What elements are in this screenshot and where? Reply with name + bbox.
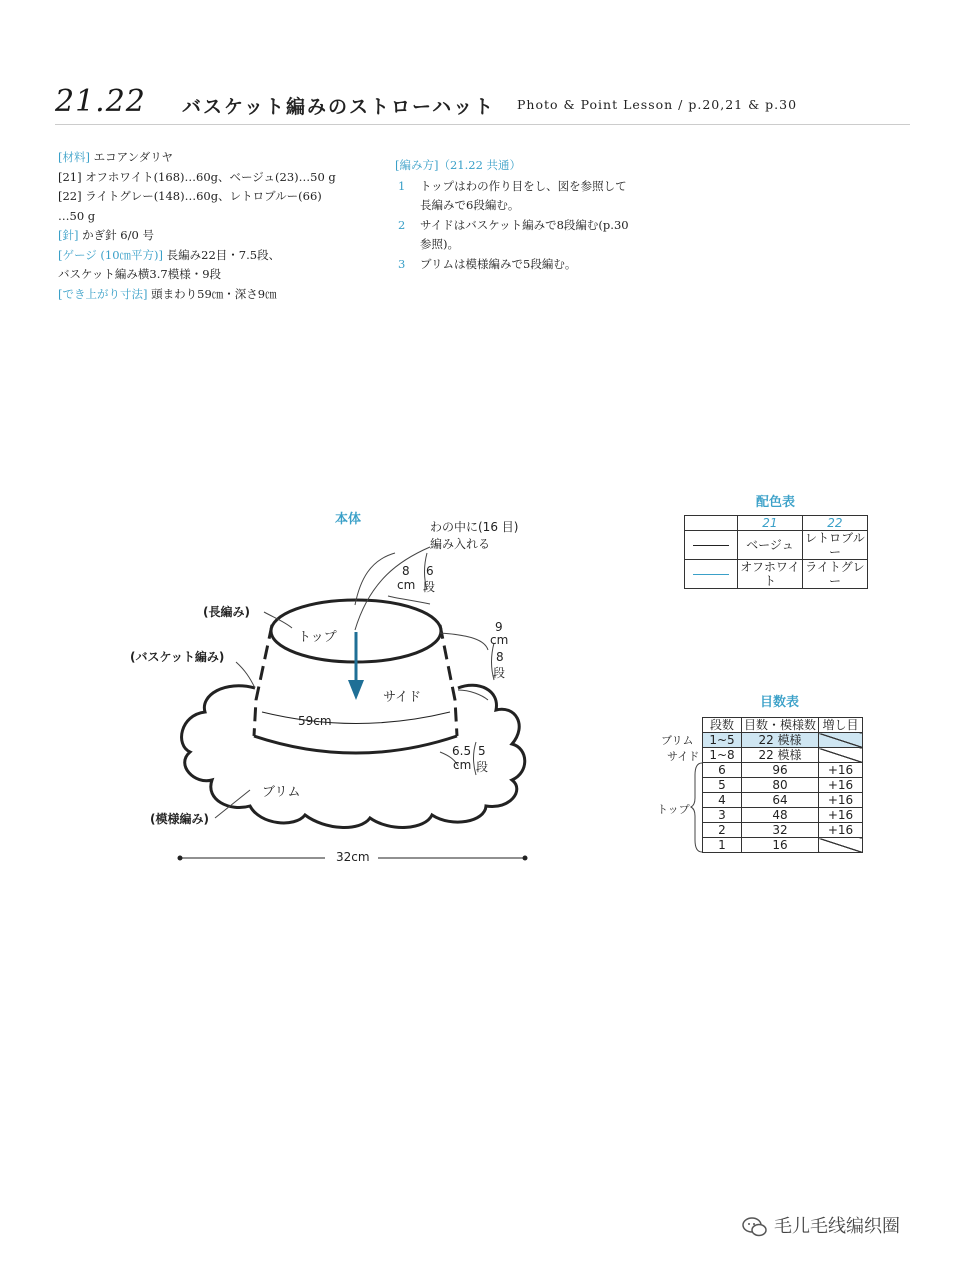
line-swatch-teal bbox=[685, 560, 738, 589]
top-cm-value: 8 bbox=[402, 564, 410, 578]
table-cell: ベージュ bbox=[738, 531, 803, 560]
table-cell: 6 bbox=[703, 763, 742, 778]
table-cell: 64 bbox=[742, 793, 819, 808]
table-cell bbox=[685, 516, 738, 531]
step-text: 長編みで6段編む。 bbox=[420, 198, 520, 212]
leader-line bbox=[236, 662, 255, 688]
diag-cell bbox=[819, 748, 863, 763]
side-cm-unit: cm bbox=[490, 633, 509, 647]
table-cell: 16 bbox=[742, 838, 819, 853]
table-header: 段数 bbox=[703, 718, 742, 733]
size-value: 頭まわり59㎝・深さ9㎝ bbox=[151, 286, 277, 301]
table-header: 22 bbox=[802, 516, 867, 531]
variant-21-value: オフホワイト(168)…60g、ベージュ(23)…50 g bbox=[85, 169, 336, 184]
method-label-sub: （21.22 共通） bbox=[438, 158, 522, 172]
table-header: 21 bbox=[738, 516, 803, 531]
table-row bbox=[703, 838, 863, 853]
leader-line bbox=[440, 633, 488, 650]
top-rows-unit: 段 bbox=[423, 580, 436, 594]
table-row bbox=[703, 793, 863, 808]
side-rows-unit: 段 bbox=[493, 666, 506, 680]
line-swatch-black bbox=[685, 531, 738, 560]
step-text: 参照)。 bbox=[420, 237, 459, 251]
table-row bbox=[685, 560, 868, 589]
step-text: トップはわの作り目をし、図を参照して bbox=[420, 178, 627, 193]
table-row bbox=[703, 808, 863, 823]
table-row bbox=[703, 763, 863, 778]
step-number: 2 bbox=[398, 217, 406, 232]
brim-rows-unit: 段 bbox=[476, 760, 489, 774]
group-brace bbox=[690, 760, 704, 856]
side-left-edge bbox=[254, 625, 272, 736]
step-text: ブリムは模様編みで5段編む。 bbox=[420, 256, 577, 271]
count-table-title: 目数表 bbox=[760, 695, 800, 710]
top-note-line1: わの中に(16 目) bbox=[430, 520, 519, 534]
label-brim: ブリム bbox=[262, 785, 301, 800]
label-side: サイド bbox=[383, 690, 422, 705]
table-cell: +16 bbox=[819, 763, 863, 778]
watermark bbox=[742, 1212, 900, 1238]
material-label: [材料] bbox=[58, 150, 90, 164]
watermark-text: 毛儿毛线编织圈 bbox=[774, 1216, 900, 1237]
step-number: 1 bbox=[398, 178, 406, 193]
table-cell: +16 bbox=[819, 793, 863, 808]
circumference-label: 59cm bbox=[298, 714, 332, 728]
table-row bbox=[685, 531, 868, 560]
dim-endpoint bbox=[178, 856, 183, 861]
variant-22-label: [22] bbox=[58, 189, 82, 203]
top-rows-value: 6 bbox=[426, 564, 434, 578]
step-text: サイドはバスケット編みで8段編む(p.30 bbox=[420, 217, 629, 232]
table-cell: 22 模様 bbox=[742, 733, 819, 748]
table-row bbox=[685, 516, 868, 531]
variant-22-value: ライトグレー(148)…60g、レトロブルー(66) bbox=[85, 189, 322, 203]
side-rows-value: 8 bbox=[496, 650, 504, 664]
gauge-label: [ゲージ (10㎝平方)] bbox=[58, 247, 164, 262]
method-label: [編み方] bbox=[395, 158, 439, 172]
needle-label: [針] bbox=[58, 228, 79, 242]
table-cell: レトロブルー bbox=[802, 531, 867, 560]
size-label: [でき上がり寸法] bbox=[58, 286, 148, 301]
table-cell: 1 bbox=[703, 838, 742, 853]
table-cell: +16 bbox=[819, 778, 863, 793]
brim-cm-unit: cm bbox=[453, 758, 472, 772]
needle-value: かぎ針 6/0 号 bbox=[82, 228, 154, 242]
group-label-brim: ブリム bbox=[661, 734, 694, 747]
page-title: バスケット編みのストローハット bbox=[182, 96, 496, 118]
step-number: 3 bbox=[398, 256, 406, 271]
table-cell: 1~5 bbox=[703, 733, 742, 748]
pattern-number: 21.22 bbox=[55, 84, 146, 119]
table-cell: 4 bbox=[703, 793, 742, 808]
table-cell: ライトグレー bbox=[802, 560, 867, 589]
color-table-title: 配色表 bbox=[756, 495, 796, 510]
table-row bbox=[703, 733, 863, 748]
page-subtitle: Photo & Point Lesson / p.20,21 & p.30 bbox=[517, 97, 798, 112]
leader-line bbox=[458, 690, 488, 700]
direction-arrow-icon bbox=[348, 680, 364, 700]
circ-line bbox=[262, 712, 450, 724]
table-row bbox=[703, 718, 863, 733]
table-cell: 32 bbox=[742, 823, 819, 838]
variant-21-label: [21] bbox=[58, 169, 82, 184]
table-row bbox=[703, 748, 863, 763]
diag-cell bbox=[819, 838, 863, 853]
material-value: エコアンダリヤ bbox=[93, 150, 173, 164]
table-row bbox=[703, 778, 863, 793]
gauge-cont: バスケット編み横3.7模様・9段 bbox=[58, 267, 222, 281]
table-cell: +16 bbox=[819, 823, 863, 838]
side-right-edge bbox=[440, 625, 457, 736]
diag-cell bbox=[819, 733, 863, 748]
table-header: 増し目 bbox=[819, 718, 863, 733]
side-cm-value: 9 bbox=[495, 620, 503, 634]
group-label-top: トップ bbox=[657, 803, 690, 816]
color-table bbox=[684, 515, 868, 589]
table-cell: 48 bbox=[742, 808, 819, 823]
table-cell: オフホワイト bbox=[738, 560, 803, 589]
table-row bbox=[703, 823, 863, 838]
table-cell: 2 bbox=[703, 823, 742, 838]
variant-22-cont: …50 g bbox=[58, 208, 96, 223]
group-label-side: サイド bbox=[667, 750, 700, 763]
gauge-value: 長編み22目・7.5段、 bbox=[166, 247, 281, 262]
stitch-side: (バスケット編み) bbox=[130, 650, 225, 664]
wechat-icon bbox=[742, 1216, 768, 1238]
stitch-brim: (模様編み) bbox=[150, 812, 209, 826]
dim-endpoint bbox=[523, 856, 528, 861]
table-cell: 80 bbox=[742, 778, 819, 793]
table-cell: 1~8 bbox=[703, 748, 742, 763]
table-cell: 96 bbox=[742, 763, 819, 778]
brim-rows-value: 5 bbox=[478, 744, 486, 758]
width-label: 32cm bbox=[336, 850, 370, 864]
table-cell: 3 bbox=[703, 808, 742, 823]
count-table bbox=[702, 717, 863, 853]
table-cell: +16 bbox=[819, 808, 863, 823]
top-cm-unit: cm bbox=[397, 578, 416, 592]
table-header: 目数・模様数 bbox=[742, 718, 819, 733]
side-bottom-edge bbox=[254, 736, 457, 753]
table-cell: 22 模様 bbox=[742, 748, 819, 763]
top-note-line2: 編み入れる bbox=[430, 537, 491, 551]
label-top: トップ bbox=[298, 630, 337, 645]
diagram-title: 本体 bbox=[335, 512, 362, 527]
brim-cm-value: 6.5 bbox=[452, 744, 472, 758]
table-cell: 5 bbox=[703, 778, 742, 793]
stitch-top: (長編み) bbox=[203, 605, 250, 619]
leader-line bbox=[355, 553, 395, 605]
